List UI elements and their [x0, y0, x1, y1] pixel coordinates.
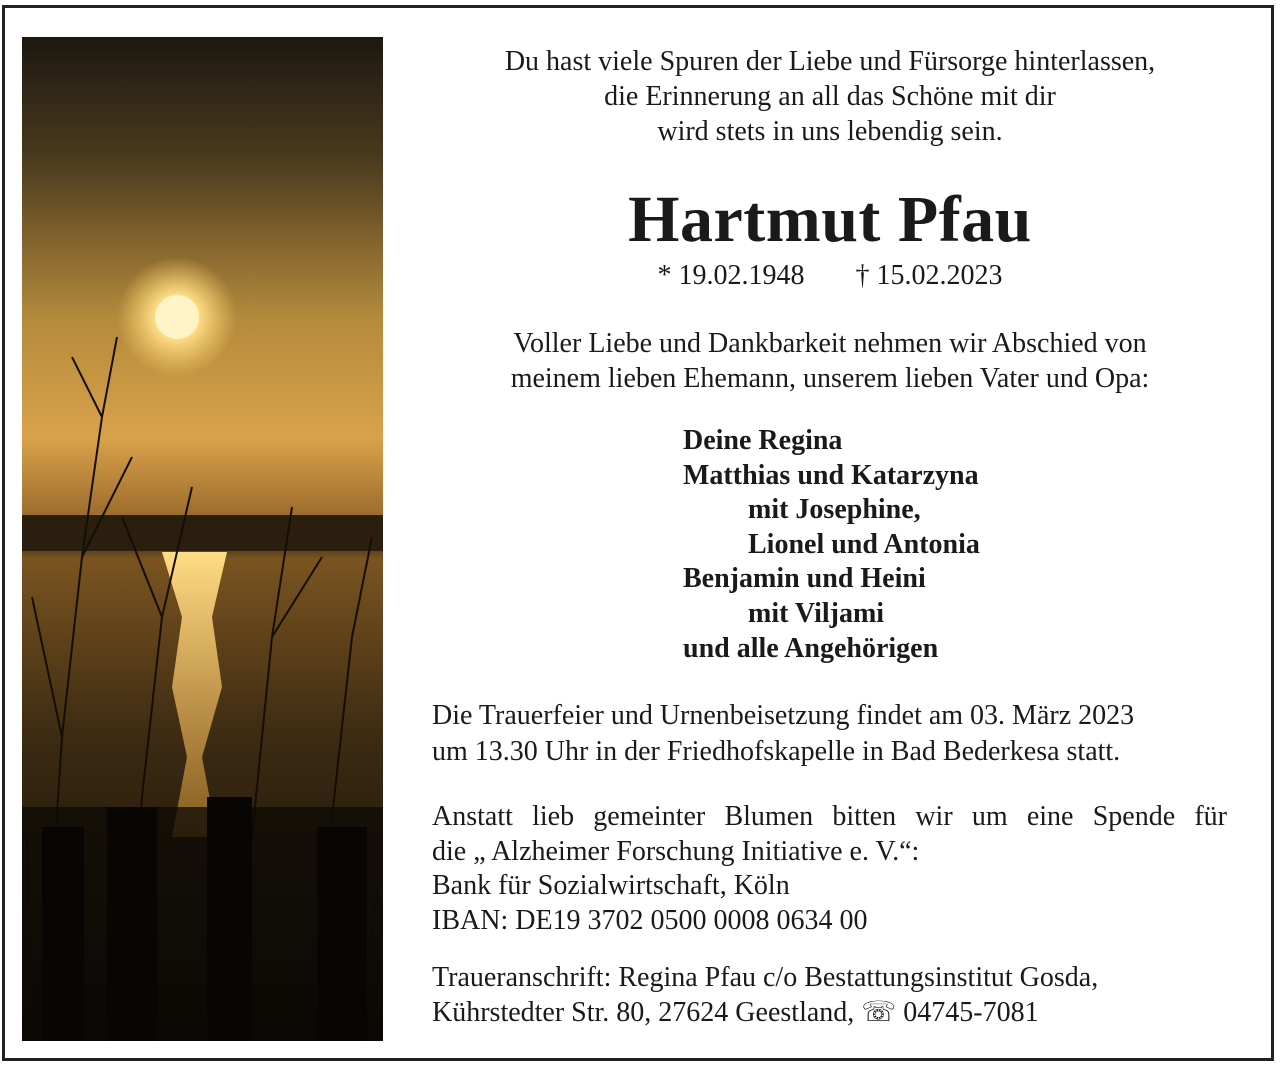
service-line: Die Trauerfeier und Urnenbeisetzung findet am 03. März 2023 [432, 700, 1135, 731]
donation-line: Bank für Sozialwirtschaft, Köln [432, 870, 790, 901]
service-info [432, 698, 1232, 770]
quote-line: die Erinnerung an all das Schöne mit dir [604, 81, 1056, 112]
mourner-line: Deine Regina [683, 425, 843, 456]
donation-info [432, 800, 1227, 938]
mourner-line: Lionel und Antonia [748, 528, 980, 560]
address-line: Kührstedter Str. 80, 27624 Geestland, ☏ 04745-7081 [432, 997, 1039, 1028]
donation-line: Anstatt lieb gemeinter Blumen bitten wir um eine Spende für [432, 801, 1227, 832]
mourners-list [683, 424, 980, 666]
mourner-line: mit Viljami [748, 597, 885, 629]
memorial-quote [420, 44, 1240, 149]
sunset-lake-photo [22, 37, 383, 1041]
quote-line: wird stets in uns lebendig sein. [657, 116, 1003, 147]
birth-date: * 19.02.1948 [657, 260, 805, 291]
life-dates [420, 258, 1240, 294]
deceased-name: Hartmut Pfau [628, 183, 1032, 256]
mourner-line: Benjamin und Heini [683, 563, 926, 595]
quote-line: Du hast viele Spuren der Liebe und Fürsorge hinterlassen, [504, 46, 1156, 77]
mourner-line: und alle Angehörigen [683, 632, 939, 664]
mourner-line: mit Josephine, [748, 494, 921, 526]
farewell-line: meinem lieben Ehemann, unserem lieben Vater und Opa: [510, 363, 1150, 394]
donation-line: die „ Alzheimer Forschung Initiative e. V.“: [432, 835, 920, 867]
farewell-line: Voller Liebe und Dankbarkeit nehmen wir Abschied von [513, 328, 1147, 359]
death-date: † 15.02.2023 [855, 260, 1003, 291]
farewell-text [420, 326, 1240, 396]
iban-line: IBAN: DE19 3702 0500 0008 0634 00 [432, 904, 868, 936]
address-line: Traueranschrift: Regina Pfau c/o Bestattungsinstitut Gosda, [432, 962, 1099, 993]
mourning-address [432, 960, 1232, 1030]
service-line: um 13.30 Uhr in der Friedhofskapelle in Bad Bederkesa statt. [432, 736, 1121, 767]
mourner-line: Matthias und Katarzyna [683, 459, 979, 491]
